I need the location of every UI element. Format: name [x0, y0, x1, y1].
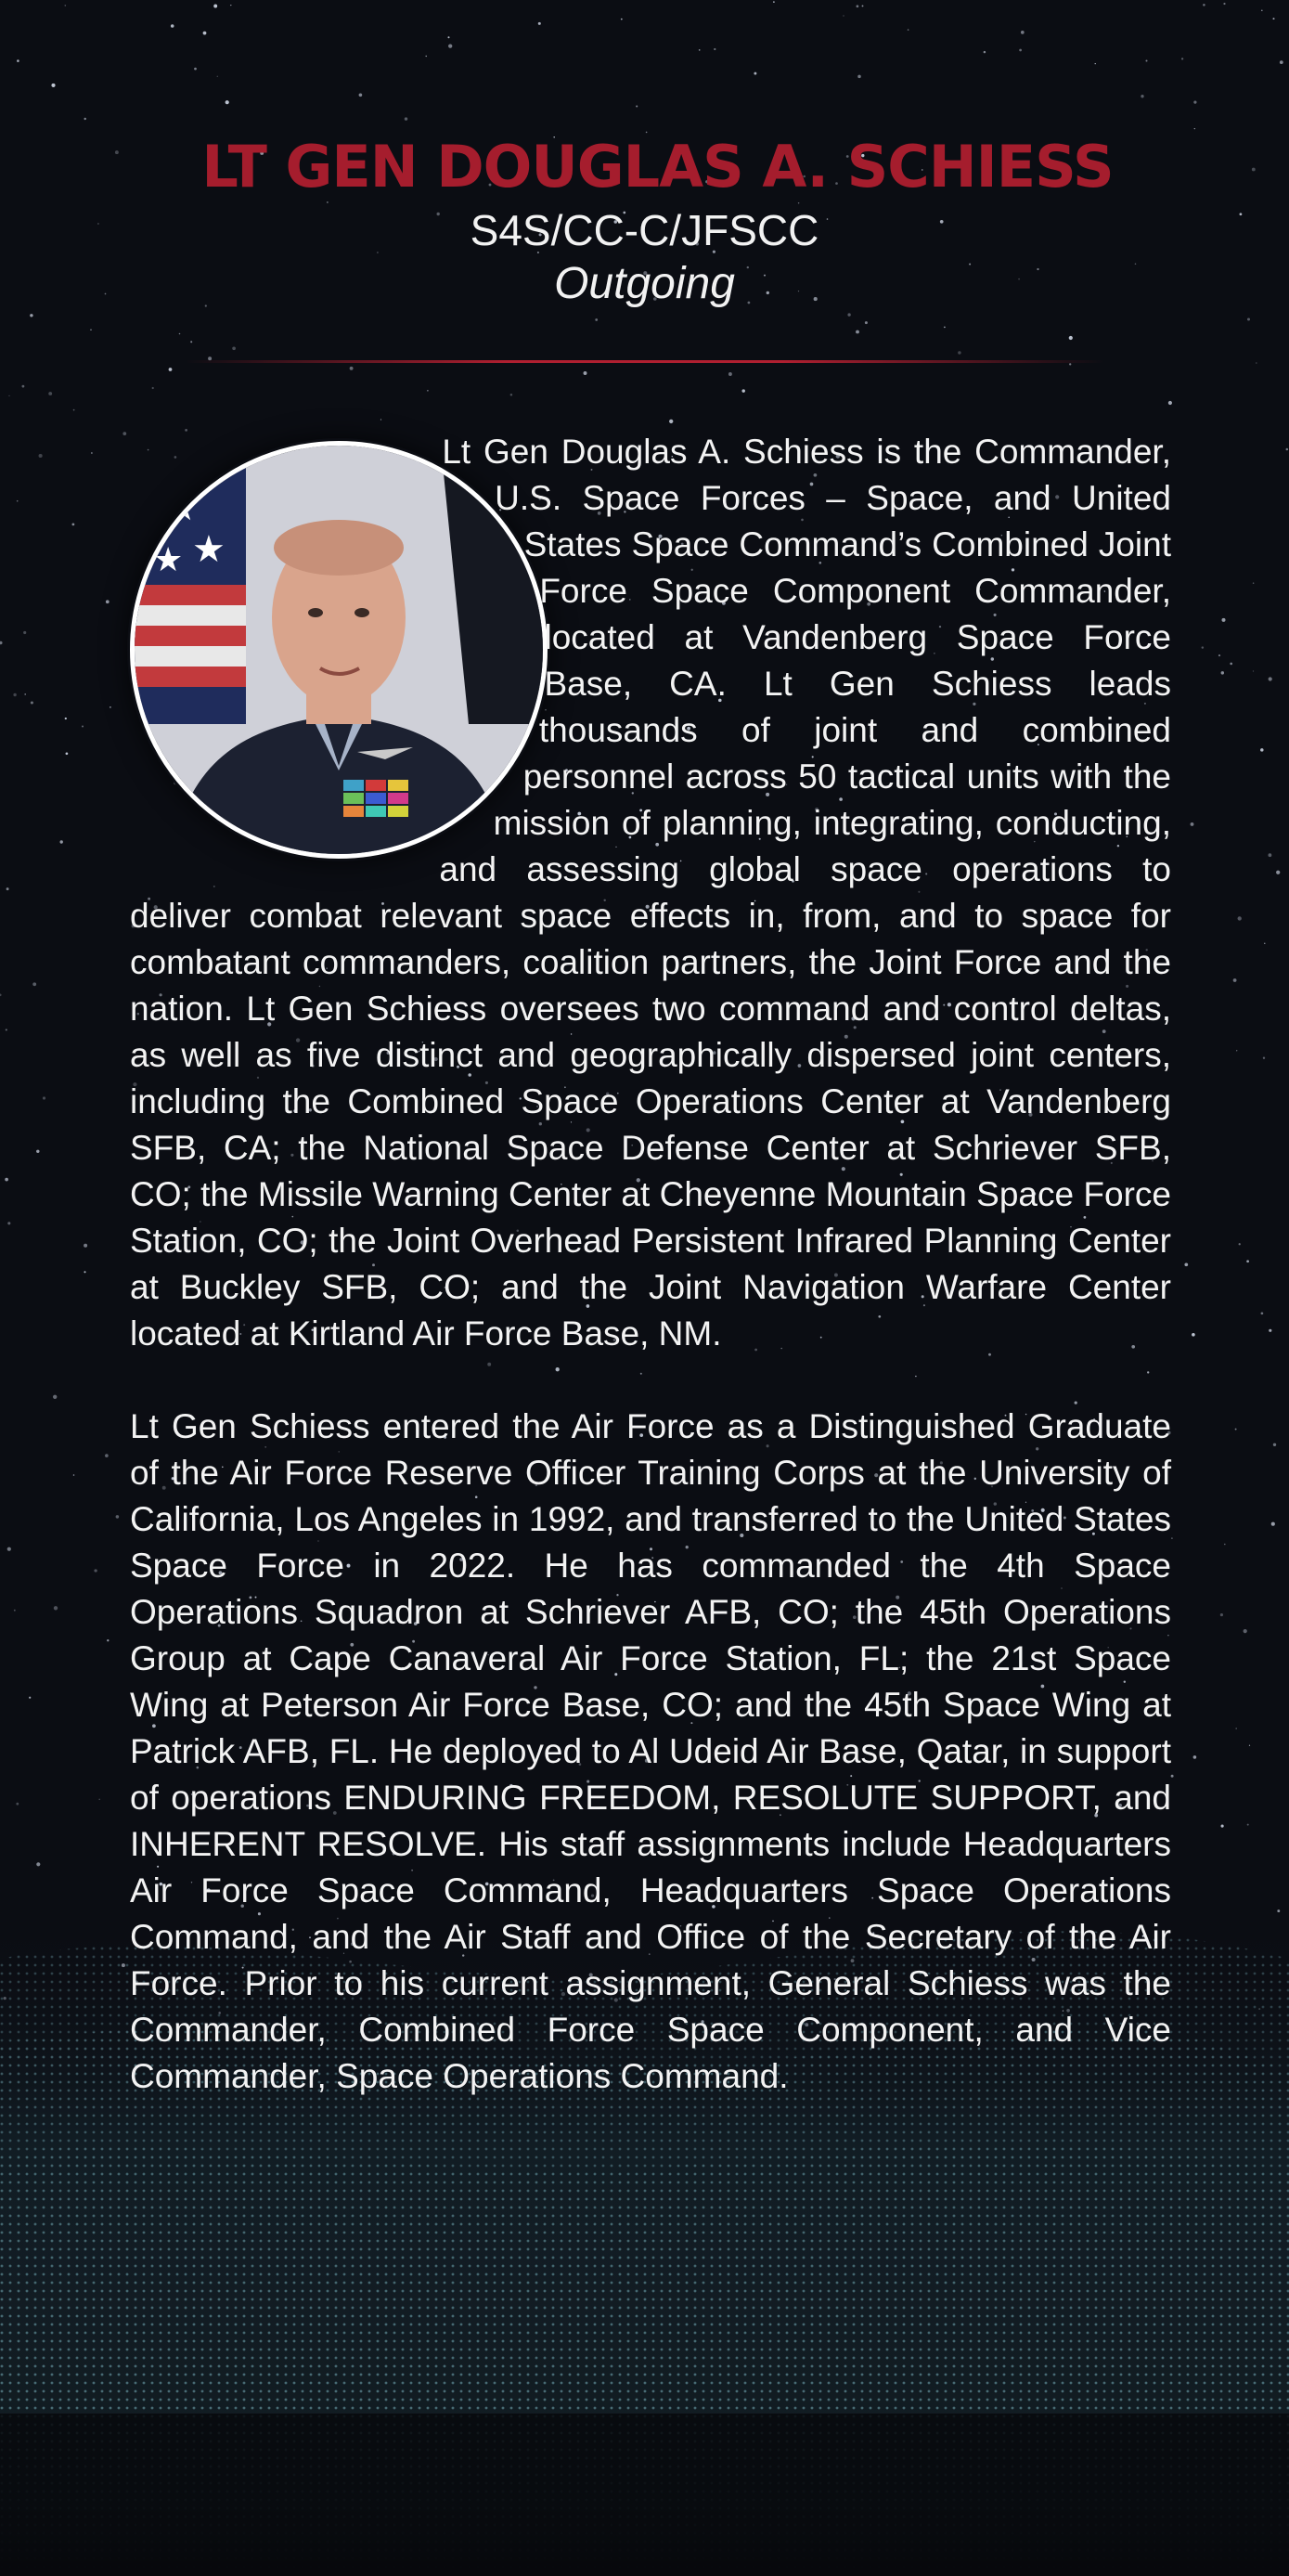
- bio-paragraph-1: Lt Gen Douglas A. Schiess is the Commander, U.S. Space Forces – Space, and United States Space Command’s Combined Joint Force Space Component Commander, located at Vandenberg Space Force Base, CA. Lt Gen Schiess leads thousands of joint and combined personnel across 50 tactical units with the mission of planning, integrating, conducting, and assessing global space operations to deliver combat relevant space effects in, from, and to space for combatant commanders, coalition partners, the Joint Force and the nation. Lt Gen Schiess oversees two command and control deltas, as well as five distinct and geographically dispersed joint centers, including the Combined Space Operations Center at Vandenberg SFB, CA; the National Space Defense Center at Schriever SFB, CO; the Missile Warning Center at Cheyenne Mountain Space Force Station, CO; the Joint Overhead Persistent Infrared Planning Center at Buckley SFB, CO; and the Joint Navigation Warfare Center located at Kirtland Air Force Base, NM.: [130, 433, 1171, 1353]
- svg-text:★: ★: [153, 541, 184, 579]
- person-role: S4S/CC-C/JFSCC: [470, 206, 819, 254]
- status-label: Outgoing: [554, 259, 735, 308]
- biography: [130, 429, 1171, 2146]
- header: [0, 130, 1289, 312]
- header-divider: [186, 360, 1104, 363]
- bio-paragraph-2: Lt Gen Schiess entered the Air Force as a Distinguished Graduate of the Air Force Reserve Officer Training Corps at the University of California, Los Angeles in 1992, and transferred to the United States Space Force in 2022. He has commanded the 4th Space Operations Squadron at Schriever AFB, CO; the 45th Operations Group at Cape Canaveral Air Force Station, FL; the 21st Space Wing at Peterson Air Force Base, CO; and the 45th Space Wing at Patrick AFB, FL. He deployed to Al Udeid Air Base, Qatar, in support of operations ENDURING FREEDOM, RESOLUTE SUPPORT, and INHERENT RESOLVE. His staff assignments include Headquarters Air Force Space Command, Headquarters Space Operations Command, and the Air Staff and Office of the Secretary of the Air Force. Prior to his current assignment, General Schiess was the Commander, Combined Force Space Component, and Vice Commander, Space Operations Command.: [130, 1407, 1171, 2095]
- svg-text:★: ★: [192, 528, 226, 571]
- svg-text:★: ★: [162, 483, 200, 530]
- person-name: LT GEN DOUGLAS A. SCHIESS: [201, 133, 1114, 201]
